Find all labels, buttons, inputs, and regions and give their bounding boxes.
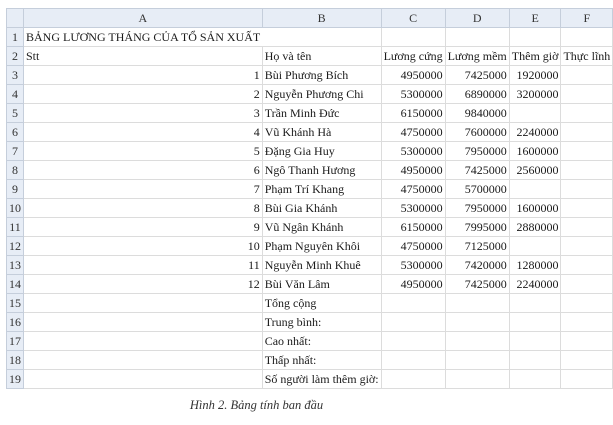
- cell-soft-salary[interactable]: 7995000: [445, 218, 509, 237]
- row-header-3[interactable]: 3: [7, 66, 24, 85]
- cell-summary-soft[interactable]: [445, 294, 509, 313]
- cell-actual-pay[interactable]: [561, 237, 613, 256]
- cell-summary-a[interactable]: [24, 313, 263, 332]
- cell-summary-overtime[interactable]: [509, 313, 561, 332]
- cell-soft-salary[interactable]: 7600000: [445, 123, 509, 142]
- cell-actual-pay[interactable]: [561, 161, 613, 180]
- row-header-7[interactable]: 7: [7, 142, 24, 161]
- cell-overtime[interactable]: 2880000: [509, 218, 561, 237]
- row-header-18[interactable]: 18: [7, 351, 24, 370]
- cell-name[interactable]: Bùi Văn Lâm: [262, 275, 381, 294]
- cell-base-salary[interactable]: 4750000: [381, 123, 445, 142]
- cell-summary-actual[interactable]: [561, 332, 613, 351]
- figure-caption: Hình 2. Bảng tính ban đầu: [189, 398, 324, 412]
- cell-d1[interactable]: [445, 28, 509, 47]
- table-row: [7, 218, 613, 237]
- row-header-9[interactable]: 9: [7, 180, 24, 199]
- cell-summary-a[interactable]: [24, 370, 263, 389]
- cell-name[interactable]: Đặng Gia Huy: [262, 142, 381, 161]
- cell-name[interactable]: Vũ Ngân Khánh: [262, 218, 381, 237]
- header-row: [7, 47, 613, 66]
- cell-actual-pay[interactable]: [561, 199, 613, 218]
- cell-actual-pay[interactable]: [561, 66, 613, 85]
- cell-c1[interactable]: [381, 28, 445, 47]
- cell-soft-salary[interactable]: 5700000: [445, 180, 509, 199]
- cell-header-name[interactable]: Họ và tên: [262, 47, 381, 66]
- cell-header-soft[interactable]: Lương mềm: [445, 47, 509, 66]
- cell-name[interactable]: Trần Minh Đức: [262, 104, 381, 123]
- cell-soft-salary[interactable]: 7125000: [445, 237, 509, 256]
- column-header-b[interactable]: B: [262, 9, 381, 28]
- cell-summary-base[interactable]: [381, 294, 445, 313]
- cell-overtime[interactable]: 2240000: [509, 275, 561, 294]
- cell-summary-overtime[interactable]: [509, 294, 561, 313]
- summary-row: [7, 294, 613, 313]
- cell-summary-base[interactable]: [381, 351, 445, 370]
- row-header-13[interactable]: 13: [7, 256, 24, 275]
- cell-name[interactable]: Bùi Phương Bích: [262, 66, 381, 85]
- cell-overtime[interactable]: [509, 237, 561, 256]
- cell-summary-actual[interactable]: [561, 294, 613, 313]
- cell-summary-actual[interactable]: [561, 351, 613, 370]
- cell-actual-pay[interactable]: [561, 256, 613, 275]
- summary-row: [7, 370, 613, 389]
- row-header-14[interactable]: 14: [7, 275, 24, 294]
- table-row: [7, 104, 613, 123]
- cell-soft-salary[interactable]: 7420000: [445, 256, 509, 275]
- cell-soft-salary[interactable]: 9840000: [445, 104, 509, 123]
- table-row: [7, 256, 613, 275]
- cell-summary-actual[interactable]: [561, 313, 613, 332]
- cell-summary-overtime[interactable]: [509, 332, 561, 351]
- column-header-c[interactable]: C: [381, 9, 445, 28]
- cell-name[interactable]: Phạm Nguyên Khôi: [262, 237, 381, 256]
- cell-header-overtime[interactable]: Thêm giờ: [509, 47, 561, 66]
- cell-overtime[interactable]: 1600000: [509, 199, 561, 218]
- cell-summary-label[interactable]: Tổng cộng: [262, 294, 381, 313]
- cell-summary-a[interactable]: [24, 332, 263, 351]
- cell-stt[interactable]: 9: [24, 218, 263, 237]
- cell-soft-salary[interactable]: 7950000: [445, 199, 509, 218]
- cell-base-salary[interactable]: 6150000: [381, 104, 445, 123]
- sheet-row: [7, 28, 613, 47]
- row-header-1[interactable]: 1: [7, 28, 24, 47]
- cell-summary-actual[interactable]: [561, 370, 613, 389]
- cell-actual-pay[interactable]: [561, 180, 613, 199]
- cell-summary-base[interactable]: [381, 370, 445, 389]
- cell-header-stt[interactable]: Stt: [24, 47, 263, 66]
- row-header-11[interactable]: 11: [7, 218, 24, 237]
- cell-name[interactable]: Nguyễn Phương Chi: [262, 85, 381, 104]
- row-header-8[interactable]: 8: [7, 161, 24, 180]
- column-header-row: [7, 9, 613, 28]
- cell-overtime[interactable]: [509, 104, 561, 123]
- cell-overtime[interactable]: 1920000: [509, 66, 561, 85]
- column-header-a[interactable]: A: [24, 9, 263, 28]
- cell-actual-pay[interactable]: [561, 123, 613, 142]
- column-header-f[interactable]: F: [561, 9, 613, 28]
- cell-a1-title[interactable]: [24, 28, 263, 47]
- cell-summary-a[interactable]: [24, 351, 263, 370]
- spreadsheet-grid: [6, 8, 613, 389]
- cell-summary-soft[interactable]: [445, 313, 509, 332]
- cell-name[interactable]: Phạm Trí Khang: [262, 180, 381, 199]
- cell-base-salary[interactable]: 5300000: [381, 256, 445, 275]
- table-row: [7, 85, 613, 104]
- row-header-10[interactable]: 10: [7, 199, 24, 218]
- table-row: [7, 66, 613, 85]
- cell-actual-pay[interactable]: [561, 104, 613, 123]
- cell-e1[interactable]: [509, 28, 561, 47]
- cell-name[interactable]: Ngô Thanh Hương: [262, 161, 381, 180]
- table-row: [7, 237, 613, 256]
- cell-summary-a[interactable]: [24, 294, 263, 313]
- cell-overtime[interactable]: 1280000: [509, 256, 561, 275]
- cell-summary-overtime[interactable]: [509, 351, 561, 370]
- table-row: [7, 275, 613, 294]
- cell-stt[interactable]: 4: [24, 123, 263, 142]
- cell-name[interactable]: Vũ Khánh Hà: [262, 123, 381, 142]
- cell-overtime[interactable]: 1600000: [509, 142, 561, 161]
- summary-row: [7, 313, 613, 332]
- cell-base-salary[interactable]: 6150000: [381, 218, 445, 237]
- cell-actual-pay[interactable]: [561, 85, 613, 104]
- cell-summary-label[interactable]: Cao nhất:: [262, 332, 381, 351]
- row-header-4[interactable]: 4: [7, 85, 24, 104]
- cell-header-actual[interactable]: Thực lĩnh: [561, 47, 613, 66]
- cell-summary-label[interactable]: Trung bình:: [262, 313, 381, 332]
- cell-base-salary[interactable]: 4950000: [381, 161, 445, 180]
- row-header-12[interactable]: 12: [7, 237, 24, 256]
- cell-summary-soft[interactable]: [445, 370, 509, 389]
- row-header-17[interactable]: 17: [7, 332, 24, 351]
- cell-base-salary[interactable]: 4750000: [381, 180, 445, 199]
- cell-stt[interactable]: 1: [24, 66, 263, 85]
- sheet-title: BẢNG LƯƠNG THÁNG CỦA TỔ SẢN XUẤT: [26, 30, 261, 44]
- cell-stt[interactable]: 3: [24, 104, 263, 123]
- cell-name[interactable]: Nguyễn Minh Khuê: [262, 256, 381, 275]
- cell-stt[interactable]: 11: [24, 256, 263, 275]
- cell-base-salary[interactable]: 4750000: [381, 237, 445, 256]
- select-all-corner[interactable]: [7, 9, 24, 28]
- table-row: [7, 199, 613, 218]
- cell-actual-pay[interactable]: [561, 142, 613, 161]
- cell-summary-label[interactable]: Thấp nhất:: [262, 351, 381, 370]
- cell-f1[interactable]: [561, 28, 613, 47]
- cell-stt[interactable]: 2: [24, 85, 263, 104]
- cell-overtime[interactable]: 2560000: [509, 161, 561, 180]
- column-header-e[interactable]: E: [509, 9, 561, 28]
- cell-summary-base[interactable]: [381, 313, 445, 332]
- cell-overtime[interactable]: 3200000: [509, 85, 561, 104]
- cell-b1[interactable]: [262, 28, 381, 47]
- cell-soft-salary[interactable]: 7425000: [445, 275, 509, 294]
- cell-overtime[interactable]: [509, 180, 561, 199]
- table-row: [7, 123, 613, 142]
- cell-summary-soft[interactable]: [445, 351, 509, 370]
- cell-header-base[interactable]: Lương cứng: [381, 47, 445, 66]
- summary-row: [7, 332, 613, 351]
- cell-base-salary[interactable]: 4950000: [381, 275, 445, 294]
- cell-soft-salary[interactable]: 6890000: [445, 85, 509, 104]
- cell-soft-salary[interactable]: 7425000: [445, 66, 509, 85]
- cell-summary-base[interactable]: [381, 332, 445, 351]
- cell-stt[interactable]: 6: [24, 161, 263, 180]
- cell-summary-overtime[interactable]: [509, 370, 561, 389]
- cell-name[interactable]: Bùi Gia Khánh: [262, 199, 381, 218]
- cell-actual-pay[interactable]: [561, 275, 613, 294]
- column-header-d[interactable]: D: [445, 9, 509, 28]
- cell-stt[interactable]: 8: [24, 199, 263, 218]
- cell-summary-soft[interactable]: [445, 332, 509, 351]
- cell-soft-salary[interactable]: 7425000: [445, 161, 509, 180]
- cell-stt[interactable]: 10: [24, 237, 263, 256]
- row-header-16[interactable]: 16: [7, 313, 24, 332]
- cell-base-salary[interactable]: 5300000: [381, 142, 445, 161]
- cell-stt[interactable]: 12: [24, 275, 263, 294]
- row-header-15[interactable]: 15: [7, 294, 24, 313]
- cell-stt[interactable]: 5: [24, 142, 263, 161]
- cell-stt[interactable]: 7: [24, 180, 263, 199]
- cell-overtime[interactable]: 2240000: [509, 123, 561, 142]
- cell-base-salary[interactable]: 5300000: [381, 85, 445, 104]
- summary-row: [7, 351, 613, 370]
- table-row: [7, 161, 613, 180]
- row-header-5[interactable]: 5: [7, 104, 24, 123]
- row-header-6[interactable]: 6: [7, 123, 24, 142]
- table-row: [7, 142, 613, 161]
- row-header-19[interactable]: 19: [7, 370, 24, 389]
- cell-actual-pay[interactable]: [561, 218, 613, 237]
- cell-soft-salary[interactable]: 7950000: [445, 142, 509, 161]
- cell-summary-label[interactable]: Số người làm thêm giờ:: [262, 370, 381, 389]
- cell-base-salary[interactable]: 4950000: [381, 66, 445, 85]
- cell-base-salary[interactable]: 5300000: [381, 199, 445, 218]
- row-header-2[interactable]: 2: [7, 47, 24, 66]
- table-row: [7, 180, 613, 199]
